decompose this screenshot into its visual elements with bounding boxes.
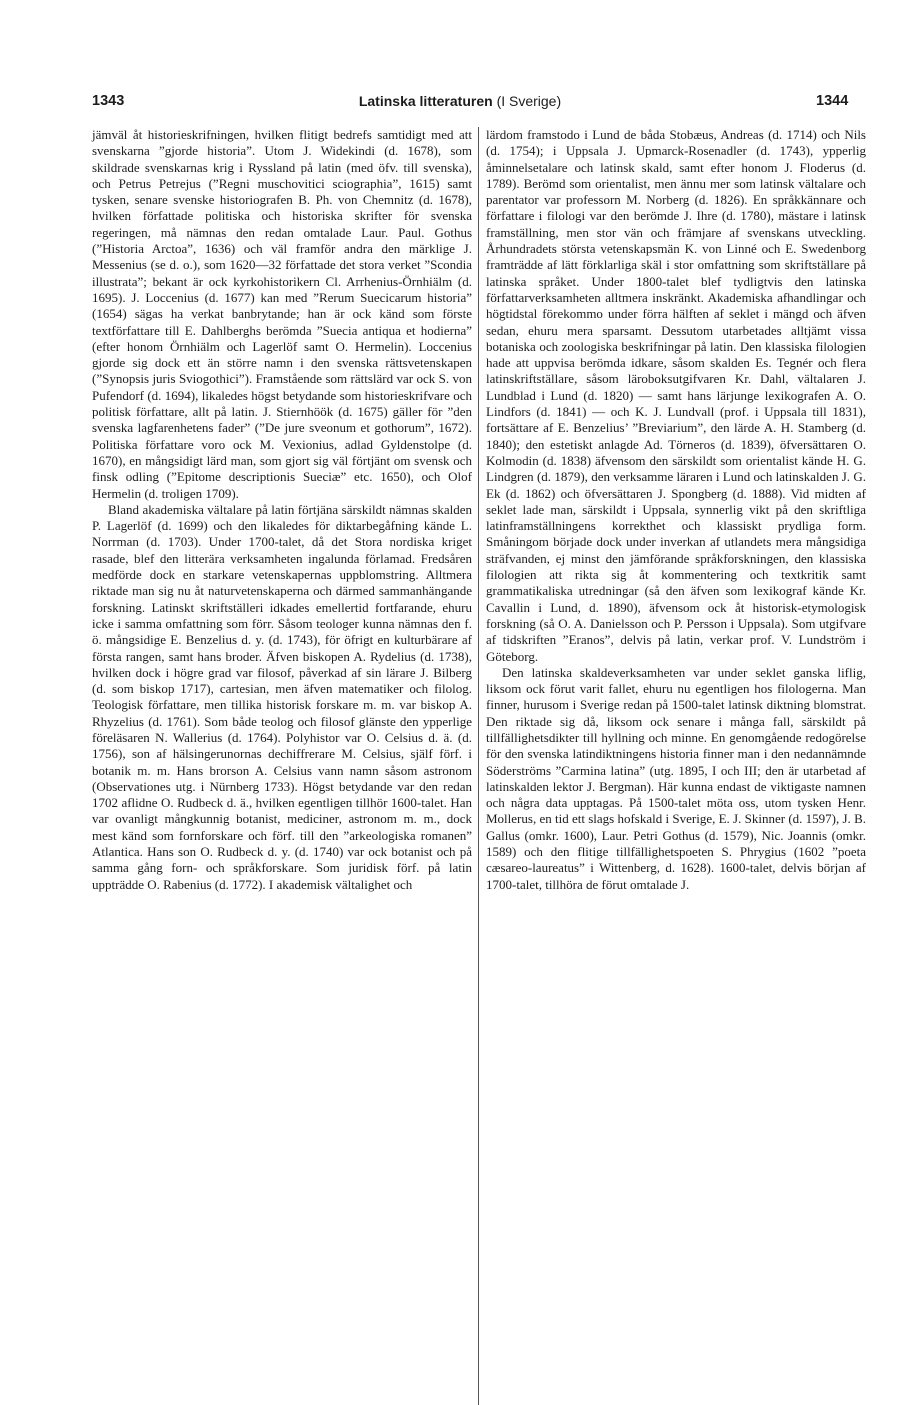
page-header: [0, 93, 920, 115]
running-title: [0, 93, 920, 109]
page-number-left: 1343: [92, 93, 125, 109]
left-column: [92, 127, 472, 893]
running-title-sub: (I Sverige): [496, 93, 562, 109]
page-number-right: 1344: [816, 93, 849, 109]
right-paragraph-2: Den latinska skaldeverksamheten var under seklet ganska liflig, liksom ock förut varit fallet, ehuru nu egentligen hos filologerna. Man finner, hurusom i Sverige redan på 1500-talet latinsk diktning blomstrat. Den riktade sig då, liksom ock senare i många fall, särskildt på tillfällighetsdikter till hyllning och minne. En genomgående redogörelse för den svenska latindiktningens historia finner man i den nedannämnde Söderströms ”Carmina latina” (utg. 1895, I och III; den är utarbetad af latinskalden lektor J. Bergman). Här kunna endast de viktigaste namnen och några data upptagas. På 1500-talet möta oss, utom tysken Henr. Mollerus, en tid ett slags hofskald i Sverige, E. J. Skinner (d. 1597), J. B. Gallus (omkr. 1600), Laur. Petri Gothus (d. 1579), Nic. Joannis (omkr. 1589) och den flitige tillfällighetspoeten S. Phrygius (1602 ”poeta cæsareo-laureatus” i Wittenberg, d. 1628). 1600-talet, delvis början af 1700-talet, tillhöra de förut omtalade J.: [486, 664, 866, 892]
left-paragraph-2: Bland akademiska vältalare på latin förtjäna särskildt nämnas skalden P. Lagerlöf (d. 1699) och den likaledes för diktarbegåfning kände L. Norrman (d. 1703). Under 1700-talet, då det Stora nordiska kriget rasade, blef den litterära verksamheten ingalunda förlamad. Fredsåren medförde dock en starkare vetenskapernas uppblomstring. Alltmera riktade man sig nu åt naturvetenskaperna och därmed sammanhängande forskning. Latinskt skriftställeri idkades emellertid fortfarande, ehuru icke i samma omfattning som förr. Såsom teologer kunna nämnas den f. ö. mångsidige E. Benzelius d. y. (d. 1743), för öfrigt en kulturbärare af första rangen, samt hans broder. Äfven biskopen A. Rydelius (d. 1738), hvilken dock i högre grad var filosof, påverkad af sin lärare J. Bilberg (d. som biskop 1717), cartesian, men äfven matematiker och filolog. Teologisk författare, men tillika historisk forskare m. m. var biskop A. Rhyzelius (d. 1761). Som både teolog och filosof glänste den ypperlige föreläsaren N. Wallerius (d. 1764). Polyhistor var O. Celsius d. ä. (d. 1756), son af hälsingerunornas dechiffrerare M. Celsius, själf förf. i botanik m. m. Hans brorson A. Celsius vann namn såsom astronom (Observationes utg. i Nürnberg 1733). Högst betydande var den redan 1702 aflidne O. Rudbeck d. ä., hvilken egentligen tillhör 1600-talet. Han var ovanligt mångkunnig botanist, mediciner, astronom m. m., dock mest känd som fornforskare och förf. till den ”arkeologiska romanen” Atlantica. Hans son O. Rudbeck d. y. (d. 1740) var ock botanist och på samma gång forn- och språkforskare. Som juridisk förf. på latin uppträdde O. Rabenius (d. 1772). I akademisk vältalighet och: [92, 501, 472, 892]
right-column: [486, 127, 866, 893]
left-paragraph-1: jämväl åt historieskrifningen, hvilken flitigt bedrefs samtidigt med att svenskarna ”gjorde historia”. Utom J. Widekindi (d. 1678), som skildrade svenskarnas krig i Ryssland på latin (med öfv. till svenska), och Petrus Petrejus (”Regni muschovitici sciographia”, 1615) samt tysken, senare svenske historiografen B. Ph. von Chemnitz (d. 1678), hvilken författade politiska och historiska skrifter för svenska regeringen, må nämnas den redan omtalade Laur. Paul. Gothus (”Historia Arctoa”, 1636) och väl framför andra den märklige J. Messenius (se d. o.), som 1620—32 författade det stora verket ”Scondia illustrata”; bekant är ock kyrkohistorikern Cl. Arrhenius-Örnhiälm (d. 1695). J. Loccenius (d. 1677) kan med ”Rerum Suecicarum historia” (1654) sägas ha verkat banbrytande; han är ock känd som förste textförfattare till E. Dahlberghs berömda ”Suecia antiqua et hodierna” (efter honom Örnhiälm och Lagerlöf samt O. Hermelin). Loccenius gjorde sig dock ett än större namn i den svenska rättsvetenskapen (”Synopsis juris Sviogothici”). Framstående som rättslärd var ock S. von Pufendorf (d. 1694), likaledes högst betydande som historieskrifvare och politisk författare, allt på latin. J. Stiernhöök (d. 1675) gäller för ”den svenska lagfarenhetens fader” (”De jure sveonum et gothorum”, 1672). Politiska författare voro ock M. Vexionius, adlad Gyldenstolpe (d. 1670), en mångsidigt lärd man, som gjort sig väl förtjänt om svensk och finsk odling (”Epitome descriptionis Sueciæ” etc. 1650), och Olof Hermelin (d. troligen 1709).: [92, 127, 472, 501]
running-title-main: Latinska litteraturen: [358, 93, 493, 109]
right-paragraph-1: lärdom framstodo i Lund de båda Stobæus, Andreas (d. 1714) och Nils (d. 1754); i Uppsala J. Upmarck-Rosenadler (d. 1743), ypperlig åminnelsetalare och latinsk skald, samt efter honom J. Floderus (d. 1789). Berömd som orientalist, men ännu mer som latinsk vältalare och parentator var professorn M. Norberg (d. 1826). En språkkännare och författare i filologi var den berömde J. Ihre (d. 1780), mästare i latinsk framställning, men stor vän och främjare af svenskans utveckling. Århundradets största vetenskapsmän K. von Linné och E. Swedenborg framträdde af lätt förklarliga skäl i stor omfattning som skriftställare på latinska språket. Under 1800-talet blef tydligtvis den latinska författarverksamheten alltmera inskränkt. Akademiska afhandlingar och högtidstal förekommo under förra hälften af seklet i mängd och äfven sedan, ehuru mera sparsamt. Dessutom utarbetades alltjämt vissa botaniska och zoologiska beskrifningar på latin. Den klassiska filologien hade att uppvisa berömda idkare, såsom skalden Es. Tegnér och flera latinskriftställare, såsom läroboksutgifvaren Kr. Dahl, vältalaren J. Lundblad i Lund (d. 1820) — samt hans lärjunge lexikografen A. O. Lindfors (d. 1841) — och K. J. Lundvall (prof. i Uppsala till 1831), fortsättare af E. Benzelius’ ”Breviarium”, den lärde A. H. Stamberg (d. 1840); den estetiskt anlagde Ad. Törneros (d. 1839), öfversättaren O. Kolmodin (d. 1838) äfvensom den särskildt som orientalist kände H. G. Lindgren (d. 1879), den verksamme läraren i Lund och latinskalden J. G. Ek (d. 1862) och öfversättaren J. Spongberg (d. 1888). Vid midten af seklet lade man, särskildt i Uppsala, synnerlig vikt på den skriftliga latinframställningens korrekthet och klassiskt prydliga form. Småningom började dock under inverkan af utlandets mera mångsidiga sträfvanden, ej minst den jämförande språkforskningen, den klassiska filologien att rikta sig åt kommentering och textkritik samt grammatikaliska utredningar (så den äfven som lexikograf kände Kr. Cavallin i Lund, d. 1890), äfvensom ock åt historisk-etymologisk forskning (så O. A. Danielsson och P. Persson i Uppsala). Som utgifvare af tidskriften ”Eranos”, delvis på latin, verkar prof. V. Lundström i Göteborg.: [486, 127, 866, 664]
column-divider: [478, 127, 479, 1405]
